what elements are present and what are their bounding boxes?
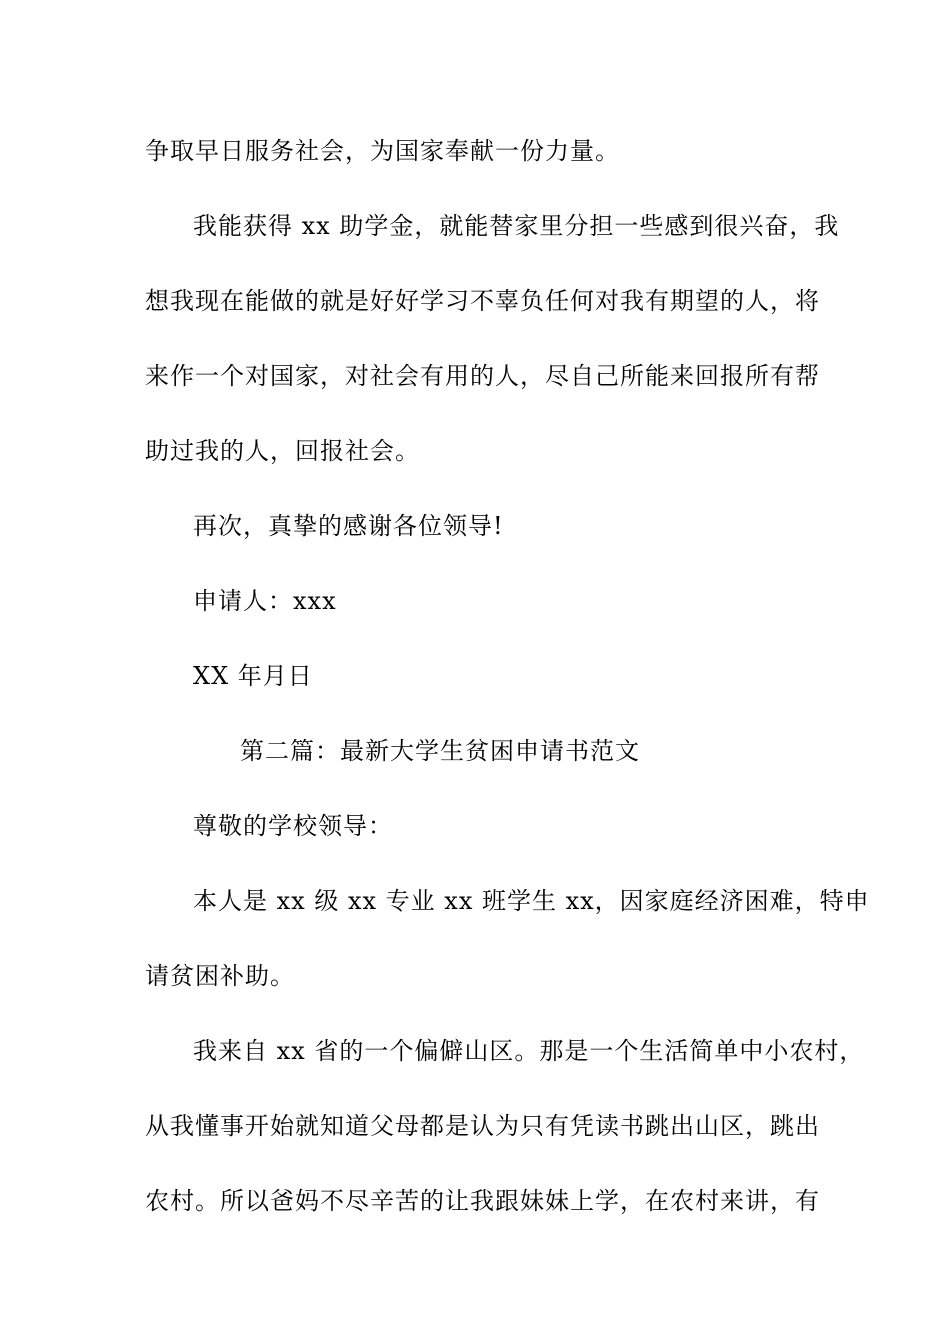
paragraph-line: 我能获得 xx 助学金，就能替家里分担一些感到很兴奋，我	[193, 212, 840, 240]
paragraph-line: 再次，真挚的感谢各位领导!	[193, 512, 504, 540]
paragraph-line: 农村。所以爸妈不尽辛苦的让我跟妹妹上学，在农村来讲，有	[145, 1187, 820, 1215]
paragraph-line: 来作一个对国家，对社会有用的人，尽自己所能来回报所有帮	[145, 362, 820, 390]
paragraph-line: 本人是 xx 级 xx 专业 xx 班学生 xx，因家庭经济困难，特申	[193, 887, 870, 915]
date-line: XX 年月日	[193, 662, 313, 690]
section-title: 第二篇：最新大学生贫困申请书范文	[240, 737, 640, 765]
salutation-line: 尊敬的学校领导：	[193, 812, 393, 840]
paragraph-line: 我来自 xx 省的一个偏僻山区。那是一个生活简单中小农村，	[193, 1037, 865, 1065]
paragraph-line: 从我懂事开始就知道父母都是认为只有凭读书跳出山区，跳出	[145, 1112, 820, 1140]
paragraph-line: 想我现在能做的就是好好学习不辜负任何对我有期望的人，将	[145, 287, 820, 315]
paragraph-line: 争取早日服务社会，为国家奉献一份力量。	[145, 137, 620, 165]
paragraph-line: 助过我的人，回报社会。	[145, 437, 420, 465]
paragraph-line: 请贫困补助。	[145, 962, 295, 990]
signature-line: 申请人：xxx	[193, 587, 337, 615]
